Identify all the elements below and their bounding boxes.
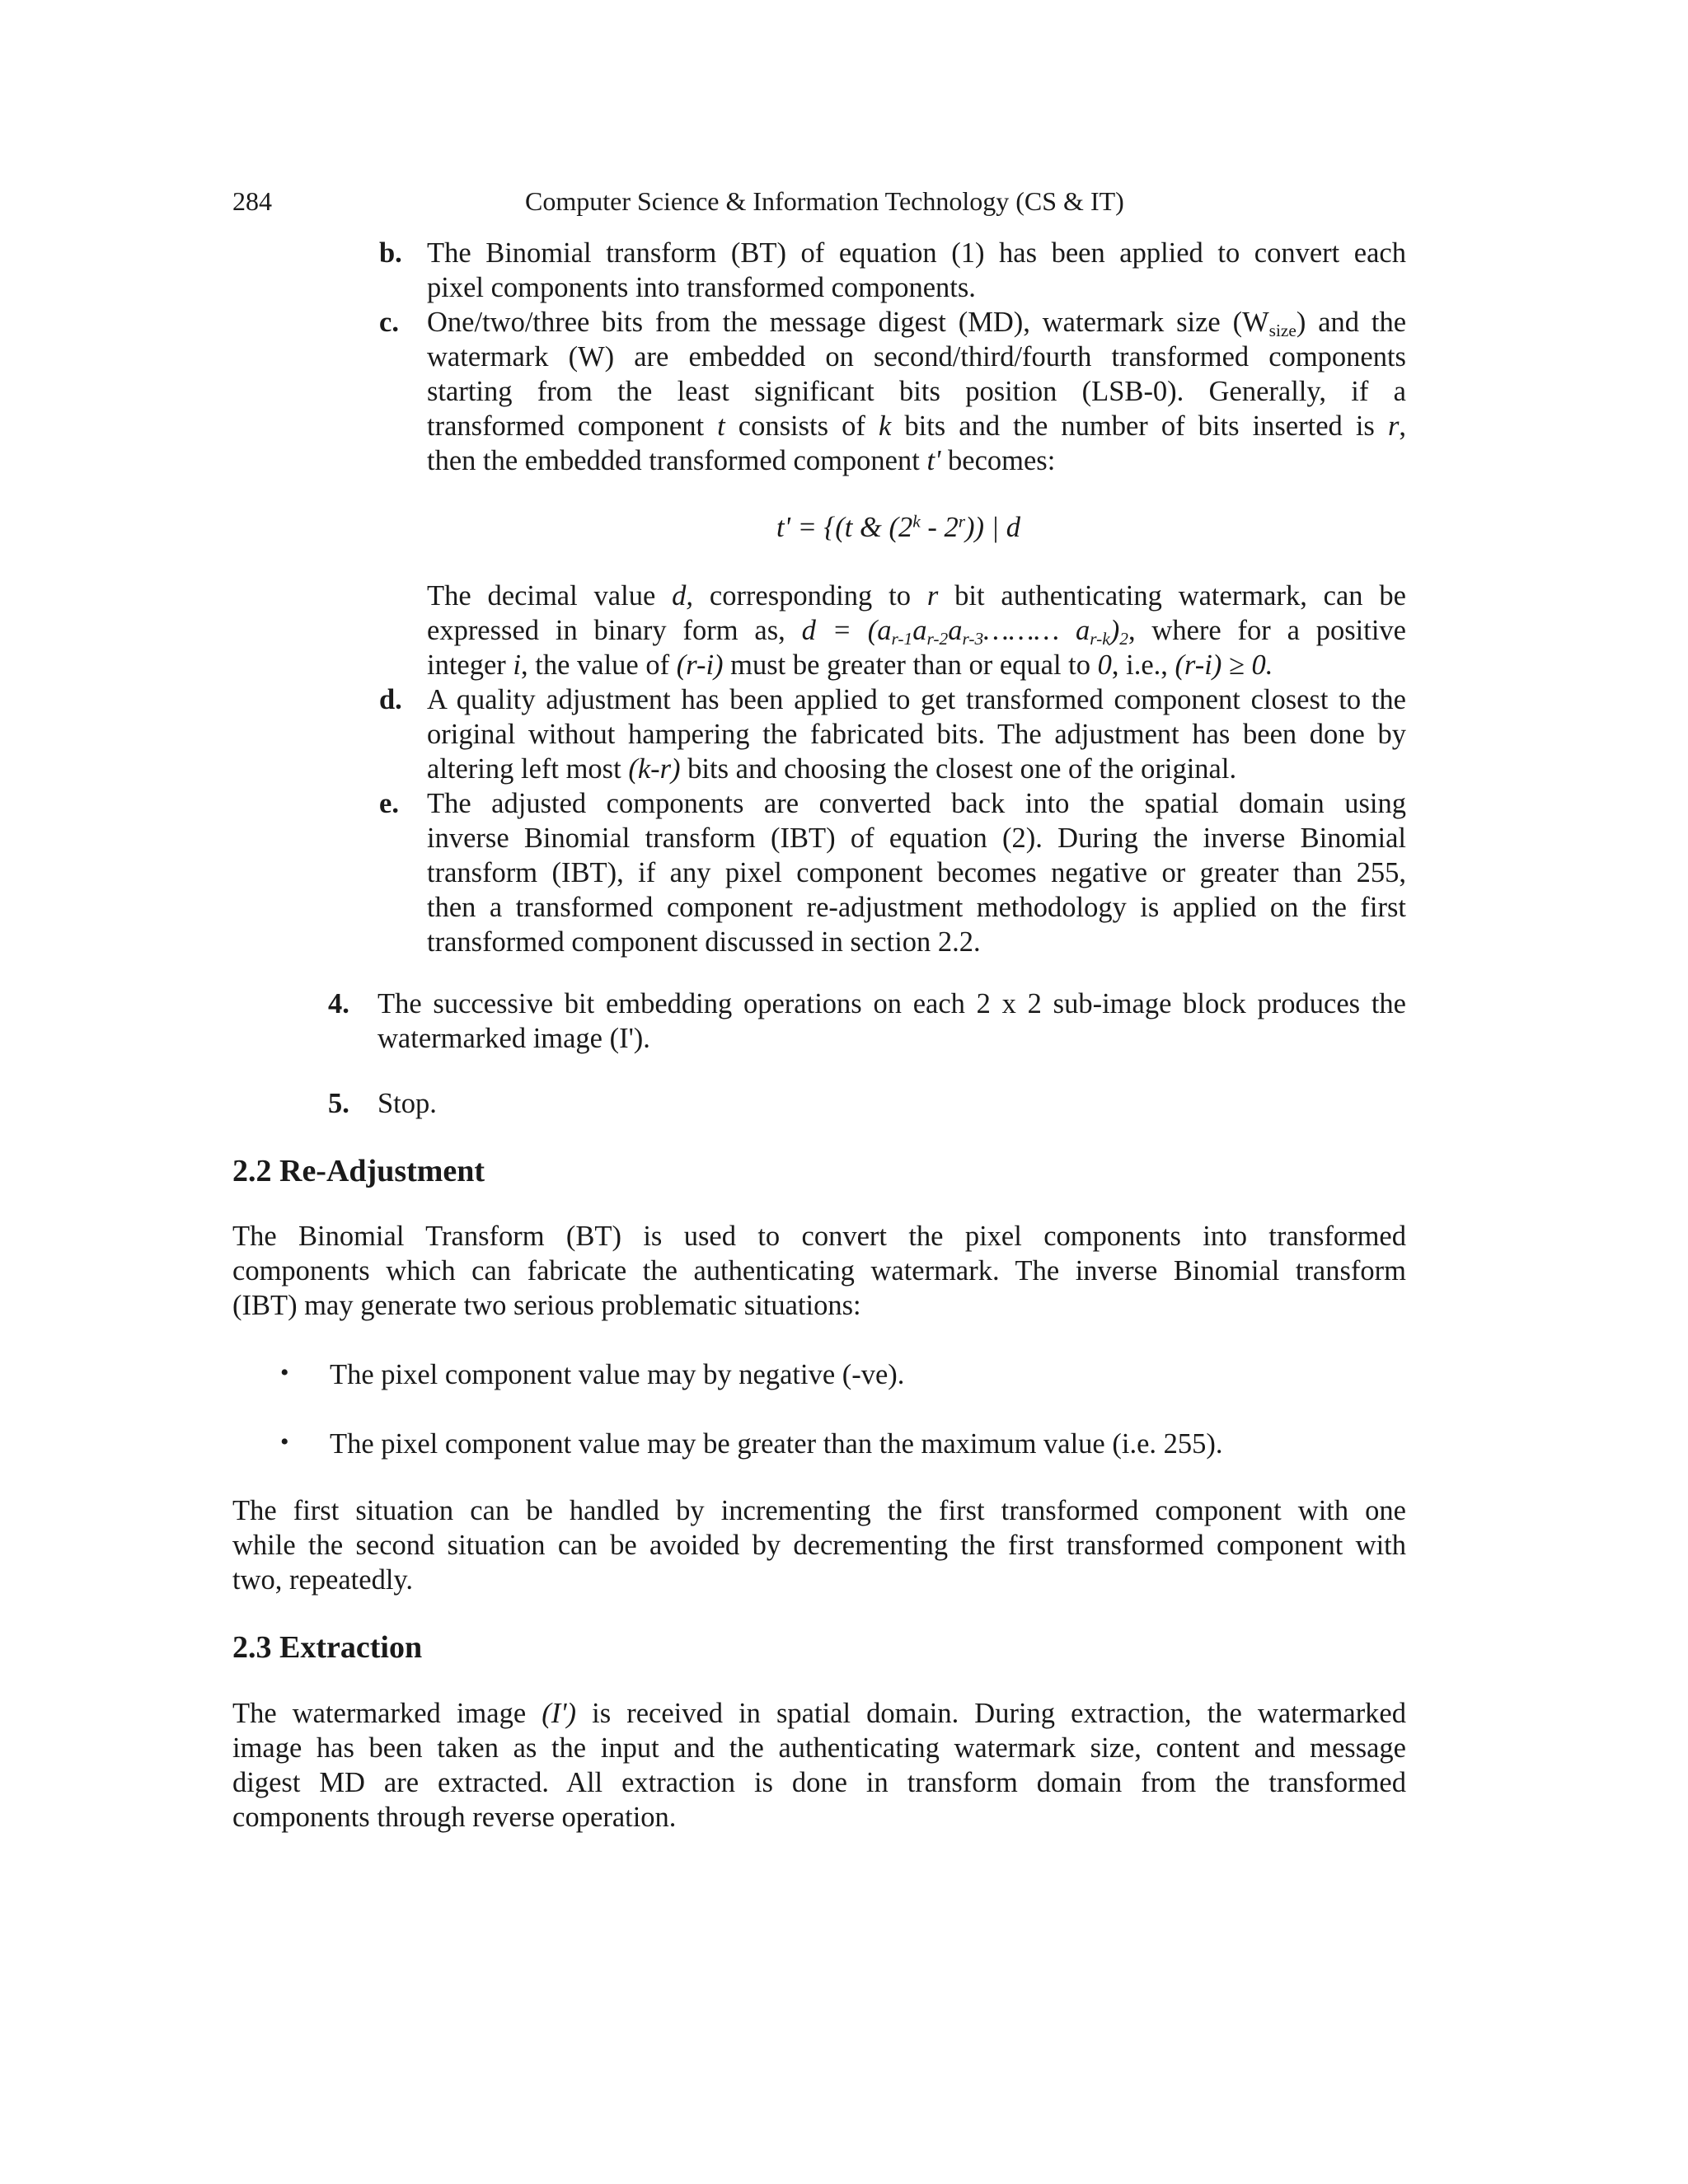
paragraph-line: components which can fabricate the authenticating watermark. The inverse Binomial transform xyxy=(232,1255,1406,1286)
bullet-icon: • xyxy=(280,1428,289,1455)
item-d-line-1: A quality adjustment has been applied to get transformed component closest to the xyxy=(427,684,1406,715)
var-k: k xyxy=(878,410,892,442)
item-c-cont-line-1 xyxy=(427,582,1406,611)
text: , where for a positive xyxy=(1128,615,1406,646)
text: corresponding to xyxy=(693,580,927,612)
item-c-marker: c. xyxy=(379,307,399,338)
paragraph-line: The first situation can be handled by incrementing the first transformed component with one xyxy=(232,1495,1406,1526)
subscript: r-3 xyxy=(962,628,984,649)
item-e-line-1: The adjusted components are converted back into the spatial domain using xyxy=(427,788,1406,819)
item-e-line-2: inverse Binomial transform (IBT) of equation (2). During the inverse Binomial xyxy=(427,823,1406,854)
item-c-line-4 xyxy=(427,412,1406,441)
paragraph-line: while the second situation can be avoided by decrementing the first transformed component with xyxy=(232,1530,1406,1561)
item-b-line-2: pixel components into transformed components. xyxy=(427,272,976,303)
expr-part: a xyxy=(912,615,927,646)
item-c-line-1 xyxy=(427,307,1407,340)
bullet-text: The pixel component value may be greater than the maximum value (i.e. 255). xyxy=(330,1428,1223,1460)
binary-expression xyxy=(801,615,1128,649)
equation-text: )) | d xyxy=(965,512,1020,543)
item-e-marker: e. xyxy=(379,788,399,819)
item-c-line-5 xyxy=(427,447,1055,476)
paragraph-line xyxy=(232,1699,1406,1728)
subscript: 2 xyxy=(1119,628,1128,649)
item-d-line-2: original without hampering the fabricated bits. The adjustment has been done by xyxy=(427,719,1406,750)
inequality: (r-i) ≥ 0. xyxy=(1175,649,1273,681)
embedding-equation xyxy=(776,513,1020,542)
text: must be greater than or equal to xyxy=(723,649,1098,681)
text: The decimal value xyxy=(427,580,673,612)
subscript: size xyxy=(1268,320,1296,340)
text: bits and choosing the closest one of the original. xyxy=(680,753,1237,785)
zero: 0 xyxy=(1097,649,1112,681)
paragraph-line: The Binomial Transform (BT) is used to convert the pixel components into transformed xyxy=(232,1221,1406,1252)
var-r: r xyxy=(1387,410,1400,442)
superscript: r xyxy=(958,511,966,532)
item-c-line-3: starting from the least significant bits position (LSB-0). Generally, if a xyxy=(427,376,1406,407)
step-5-marker: 5. xyxy=(328,1088,349,1119)
expr-part: ……… a xyxy=(983,615,1090,646)
var-r: r xyxy=(926,580,939,612)
item-c-cont-line-2 xyxy=(427,615,1406,649)
var-i-prime: (I') xyxy=(542,1698,577,1729)
text: , i.e., xyxy=(1111,649,1175,681)
text: altering left most xyxy=(427,753,629,785)
paragraph-line: components through reverse operation. xyxy=(232,1802,677,1833)
section-heading: 2.3 Extraction xyxy=(232,1630,423,1665)
expr-part: ) xyxy=(1109,615,1120,646)
running-header: Computer Science & Information Technology (CS & IT) xyxy=(525,186,1124,216)
superscript: k xyxy=(912,511,921,532)
item-c-text: , xyxy=(1399,410,1406,442)
paragraph-line: image has been taken as the input and the authenticating watermark size, content and message xyxy=(232,1732,1406,1764)
item-c-text: consists of xyxy=(724,410,879,442)
item-c-text: bits and the number of bits inserted is xyxy=(891,410,1388,442)
item-c-text: becomes: xyxy=(940,445,1056,476)
paragraph-line: (IBT) may generate two serious problematic situations: xyxy=(232,1290,861,1321)
subscript: r-2 xyxy=(926,628,949,649)
paragraph-line: digest MD are extracted. All extraction is done in transform domain from the transformed xyxy=(232,1767,1406,1798)
item-c-text: One/two/three bits from the message digest (MD), watermark size (W xyxy=(427,307,1269,338)
expr-r-i: (r-i) xyxy=(676,649,724,681)
step-5-text: Stop. xyxy=(377,1088,437,1119)
item-e-line-5: transformed component discussed in section 2.2. xyxy=(427,926,981,958)
item-e-line-4: then a transformed component re-adjustment methodology is applied on the first xyxy=(427,892,1406,923)
text: expressed in binary form as, xyxy=(427,615,802,646)
step-4-line-2: watermarked image (I'). xyxy=(377,1023,650,1054)
equation-text: - 2 xyxy=(920,512,959,543)
subscript: r-1 xyxy=(891,628,913,649)
var-t: t xyxy=(717,410,725,442)
item-c-cont-line-3 xyxy=(427,651,1273,680)
step-4-marker: 4. xyxy=(328,988,349,1019)
expr-part: a xyxy=(948,615,963,646)
var-t-prime: t' xyxy=(926,445,941,476)
var-i: i xyxy=(513,649,522,681)
equation-text: t' = {(t & (2 xyxy=(776,512,913,543)
text: integer xyxy=(427,649,513,681)
item-c-text: then the embedded transformed component xyxy=(427,445,927,476)
item-c-line-2: watermark (W) are embedded on second/third/fourth transformed components xyxy=(427,341,1406,373)
page-number: 284 xyxy=(232,186,272,216)
item-c-text: transformed component xyxy=(427,410,718,442)
subscript: r-k xyxy=(1090,628,1110,649)
item-b-line-1: The Binomial transform (BT) of equation (1) has been applied to convert each xyxy=(427,237,1406,269)
text: bit authenticating watermark, can be xyxy=(938,580,1406,612)
step-4-line-1: The successive bit embedding operations on each 2 x 2 sub-image block produces the xyxy=(377,988,1406,1019)
text: The watermarked image xyxy=(232,1698,542,1729)
item-d-marker: d. xyxy=(379,684,402,715)
item-d-line-3 xyxy=(427,755,1236,784)
text: is received in spatial domain. During extraction, the watermarked xyxy=(576,1698,1406,1729)
bullet-text: The pixel component value may by negative (-ve). xyxy=(330,1359,905,1390)
section-heading: 2.2 Re-Adjustment xyxy=(232,1154,485,1188)
expr-k-r: (k-r) xyxy=(628,753,681,785)
item-b-marker: b. xyxy=(379,237,402,269)
var-d: d, xyxy=(672,580,694,612)
text: , the value of xyxy=(521,649,677,681)
item-c-text: ) and the xyxy=(1296,307,1407,338)
expr-part: d = (a xyxy=(801,615,892,646)
paragraph-line: two, repeatedly. xyxy=(232,1564,414,1596)
bullet-icon: • xyxy=(280,1359,289,1386)
item-e-line-3: transform (IBT), if any pixel component becomes negative or greater than 255, xyxy=(427,857,1406,888)
